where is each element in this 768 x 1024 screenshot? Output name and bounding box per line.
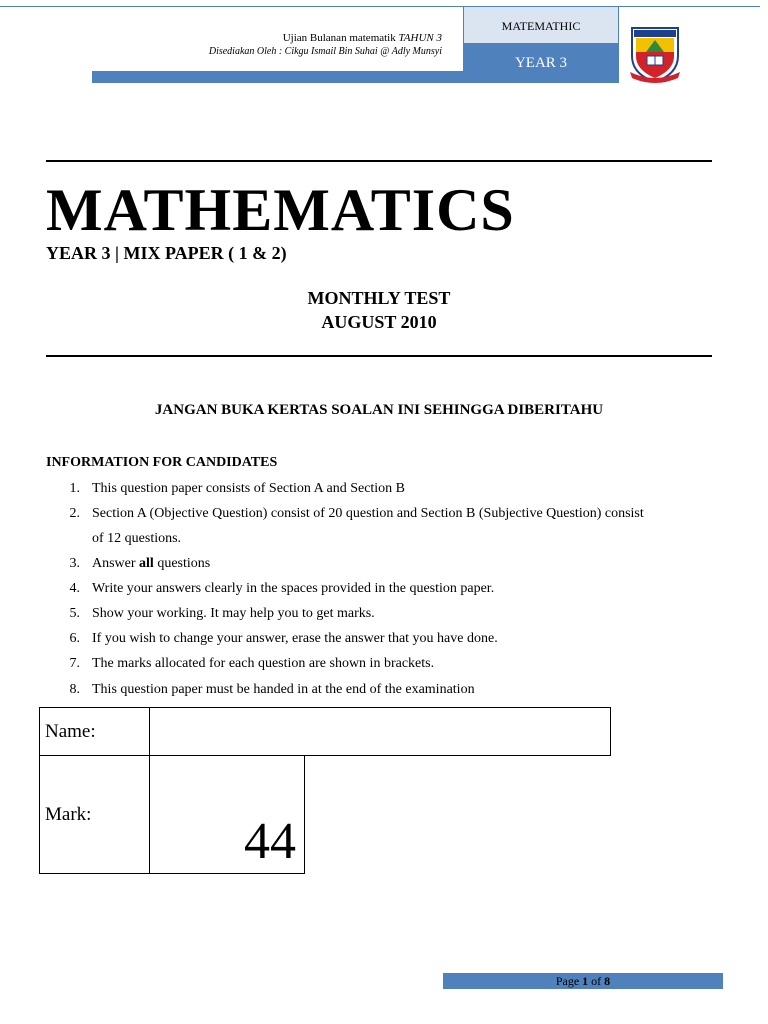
info-item-text: The marks allocated for each question are shown in brackets. <box>92 656 435 671</box>
header-rule <box>0 6 760 7</box>
name-label-cell <box>39 707 150 756</box>
name-field[interactable] <box>149 707 611 756</box>
subject-box: MATEMATHIC <box>463 6 619 44</box>
info-item-text: Write your answers clearly in the spaces provided in the question paper. <box>92 581 495 596</box>
test-date: AUGUST 2010 <box>321 312 437 332</box>
test-name: MONTHLY TEST <box>307 288 451 308</box>
info-item-text-bold: all <box>139 556 154 571</box>
page-prefix: Page <box>555 974 583 988</box>
warning-text: JANGAN BUKA KERTAS SOALAN INI SEHINGGA DIBERITAHU <box>154 402 604 418</box>
info-item-text: If you wish to change your answer, erase the answer that you have done. <box>92 631 498 646</box>
header-test-year: TAHUN 3 <box>398 32 442 44</box>
info-item-number: 2. <box>69 506 80 521</box>
title-top-rule <box>46 160 712 162</box>
page-number <box>443 974 723 989</box>
mark-label: Mark: <box>45 804 92 825</box>
info-heading: INFORMATION FOR CANDIDATES <box>46 455 278 470</box>
page-total: 8 <box>604 974 611 988</box>
info-item-text: This question paper consists of Section A and Section B <box>92 481 406 496</box>
school-crest-icon <box>628 26 682 84</box>
info-item-number: 1. <box>69 481 80 496</box>
page-mid: of <box>588 974 605 988</box>
info-item-number: 4. <box>69 581 80 596</box>
header-bar <box>92 71 464 83</box>
header-test-title <box>180 32 442 44</box>
mark-value: 44 <box>244 813 296 870</box>
info-item-text: This question paper must be handed in at the end of the examination <box>92 682 475 697</box>
page-current: 1 <box>582 974 589 988</box>
info-item-number: 7. <box>69 656 80 671</box>
info-item-text: Show your working. It may help you to get marks. <box>92 606 375 621</box>
page-title: MATHEMATICS <box>46 177 515 243</box>
info-item-number: 8. <box>69 682 80 697</box>
info-item-number: 5. <box>69 606 80 621</box>
title-bottom-rule <box>46 355 712 357</box>
header-prepared-by: Disediakan Oleh : Cikgu Ismail Bin Suhai @ Adly Munsyi <box>208 46 442 57</box>
info-item-number: 3. <box>69 556 80 571</box>
info-item-number: 6. <box>69 631 80 646</box>
year-box: YEAR 3 <box>463 44 619 83</box>
mark-field[interactable] <box>149 755 305 874</box>
header-test-prefix: Ujian Bulanan matematik <box>282 32 399 44</box>
info-item-text <box>92 556 210 572</box>
page-subtitle: YEAR 3 | MIX PAPER ( 1 & 2) <box>46 243 287 263</box>
mark-label-cell <box>39 755 150 874</box>
info-item-text-pre: Answer <box>92 556 140 571</box>
info-item-text-post: questions <box>153 556 211 571</box>
info-item-text: of 12 questions. <box>92 531 182 546</box>
info-item-text: Section A (Objective Question) consist of 20 question and Section B (Subjective Question) consist <box>92 506 644 521</box>
name-label: Name: <box>45 721 96 742</box>
